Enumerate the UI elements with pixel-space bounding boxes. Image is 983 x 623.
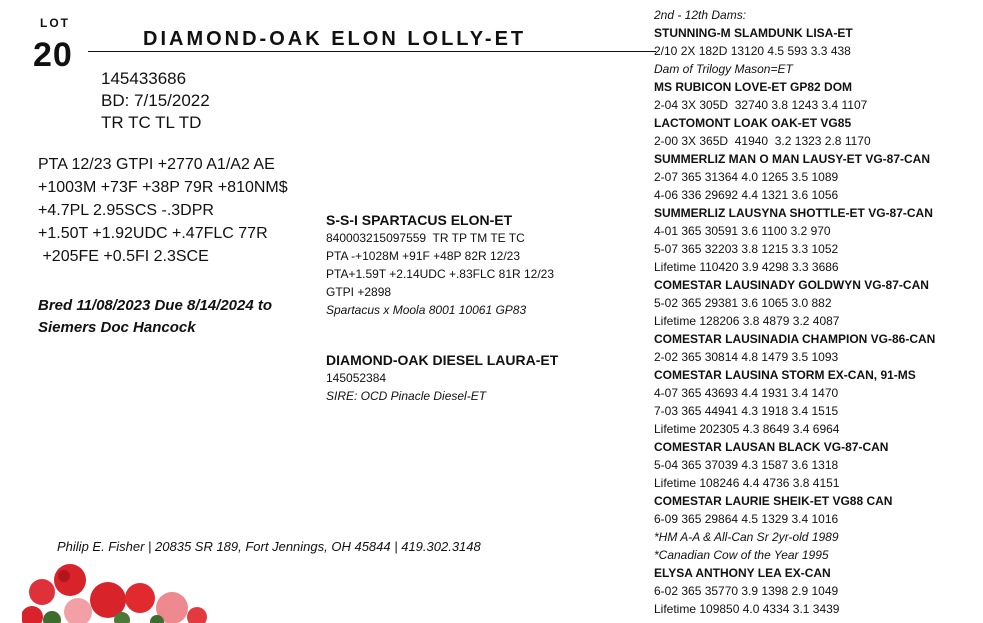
title-divider xyxy=(88,51,656,52)
dam-record-row: 7-03 365 44941 4.3 1918 3.4 1515 xyxy=(654,404,839,418)
sire-section xyxy=(326,211,554,319)
dam-record-row: 6-02 365 35770 3.9 1398 2.9 1049 xyxy=(654,584,839,598)
dam-name-row: COMESTAR LAUSINA STORM EX-CAN, 91-MS xyxy=(654,368,916,382)
sire-gtpi: GTPI +2898 xyxy=(326,285,392,299)
dam-record-row: Lifetime 108246 4.4 4736 3.8 4151 xyxy=(654,476,840,490)
bred-sire: Siemers Doc Hancock xyxy=(38,319,196,336)
genetic-codes: TR TC TL TD xyxy=(101,113,202,132)
dam-record-row: 2/10 2X 182D 13120 4.5 593 3.3 438 xyxy=(654,44,851,58)
sire-pedigree: Spartacus x Moola 8001 10061 GP83 xyxy=(326,303,527,317)
dam-record-row: 5-04 365 37039 4.3 1587 3.6 1318 xyxy=(654,458,839,472)
dam-name-row: SUMMERLIZ LAUSYNA SHOTTLE-ET VG-87-CAN xyxy=(654,206,933,220)
animal-info xyxy=(101,68,210,134)
sire-registration: 840003215097559 TR TP TM TE TC xyxy=(326,231,525,245)
dam-name-row: COMESTAR LAUSINADY GOLDWYN VG-87-CAN xyxy=(654,278,929,292)
dam-name-row: SUMMERLIZ MAN O MAN LAUSY-ET VG-87-CAN xyxy=(654,152,930,166)
dam-name-row: ELYSA ANTHONY LEA EX-CAN xyxy=(654,566,831,580)
dam-record-row: 2-04 3X 305D 32740 3.8 1243 3.4 1107 xyxy=(654,98,868,112)
consignor-contact: Philip E. Fisher | 20835 SR 189, Fort Jennings, OH 45844 | 419.302.3148 xyxy=(57,539,481,554)
dam-name-row: STUNNING-M SLAMDUNK LISA-ET xyxy=(654,26,853,40)
dam-sire: SIRE: OCD Pinacle Diesel-ET xyxy=(326,389,487,403)
pta-line: +4.7PL 2.95SCS -.3DPR xyxy=(38,202,214,219)
bred-line: Bred 11/08/2023 Due 8/14/2024 to xyxy=(38,297,273,314)
dam-name-row: COMESTAR LAURIE SHEIK-ET VG88 CAN xyxy=(654,494,893,508)
dam-section xyxy=(326,351,558,405)
dam-record-row: 5-07 365 32203 3.8 1215 3.3 1052 xyxy=(654,242,839,256)
animal-name: DIAMOND-OAK ELON LOLLY-ET xyxy=(143,28,527,50)
dam-record-row: *HM A-A & All-Can Sr 2yr-old 1989 xyxy=(654,530,839,544)
dam-record-row: *Canadian Cow of the Year 1995 xyxy=(654,548,829,562)
sire-pta-line: PTA+1.59T +2.14UDC +.83FLC 81R 12/23 xyxy=(326,267,555,281)
dam-record-row: Lifetime 109850 4.0 4334 3.1 3439 xyxy=(654,602,840,616)
pta-line: PTA 12/23 GTPI +2770 A1/A2 AE xyxy=(38,156,275,173)
dam-record-row: 2-02 365 30814 4.8 1479 3.5 1093 xyxy=(654,350,839,364)
dam-record-row: 2-00 3X 365D 41940 3.2 1323 2.8 1170 xyxy=(654,134,871,148)
dam-name-row: COMESTAR LAUSAN BLACK VG-87-CAN xyxy=(654,440,889,454)
dam-record-row: 4-06 336 29692 4.4 1321 3.6 1056 xyxy=(654,188,839,202)
dam-record-row: 4-07 365 43693 4.4 1931 3.4 1470 xyxy=(654,386,839,400)
dam-name: DIAMOND-OAK DIESEL LAURA-ET xyxy=(326,352,559,368)
bred-info xyxy=(38,295,272,339)
dam-registration: 145052384 xyxy=(326,371,387,385)
dam-record-row: Lifetime 202305 4.3 8649 3.4 6964 xyxy=(654,422,840,436)
dams-heading: 2nd - 12th Dams: xyxy=(654,8,747,22)
pta-line: +1.50T +1.92UDC +.47FLC 77R xyxy=(38,225,268,242)
registration-number: 145433686 xyxy=(101,69,187,88)
pta-line: +205FE +0.5FI 2.3SCE xyxy=(38,248,209,265)
lot-label: LOT xyxy=(40,16,70,30)
dam-record-row: Dam of Trilogy Mason=ET xyxy=(654,62,793,76)
dam-record-row: 6-09 365 29864 4.5 1329 3.4 1016 xyxy=(654,512,839,526)
dam-name-row: MS RUBICON LOVE-ET GP82 DOM xyxy=(654,80,853,94)
sire-pta-line: PTA -+1028M +91F +48P 82R 12/23 xyxy=(326,249,521,263)
dam-record-row: Lifetime 128206 3.8 4879 3.2 4087 xyxy=(654,314,840,328)
flower-decoration-icon xyxy=(22,562,222,623)
birth-date: BD: 7/15/2022 xyxy=(101,91,210,110)
dams-pedigree xyxy=(654,6,935,618)
lot-number: 20 xyxy=(33,36,73,74)
dam-record-row: 2-07 365 31364 4.0 1265 3.5 1089 xyxy=(654,170,839,184)
pta-line: +1003M +73F +38P 79R +810NM$ xyxy=(38,179,288,196)
dam-name-row: LACTOMONT LOAK OAK-ET VG85 xyxy=(654,116,852,130)
pta-block xyxy=(38,153,288,268)
sire-name: S-S-I SPARTACUS ELON-ET xyxy=(326,212,513,228)
dam-record-row: Lifetime 110420 3.9 4298 3.3 3686 xyxy=(654,260,839,274)
dam-record-row: 5-02 365 29381 3.6 1065 3.0 882 xyxy=(654,296,832,310)
dam-name-row: COMESTAR LAUSINADIA CHAMPION VG-86-CAN xyxy=(654,332,936,346)
dam-record-row: 4-01 365 30591 3.6 1100 3.2 970 xyxy=(654,224,831,238)
